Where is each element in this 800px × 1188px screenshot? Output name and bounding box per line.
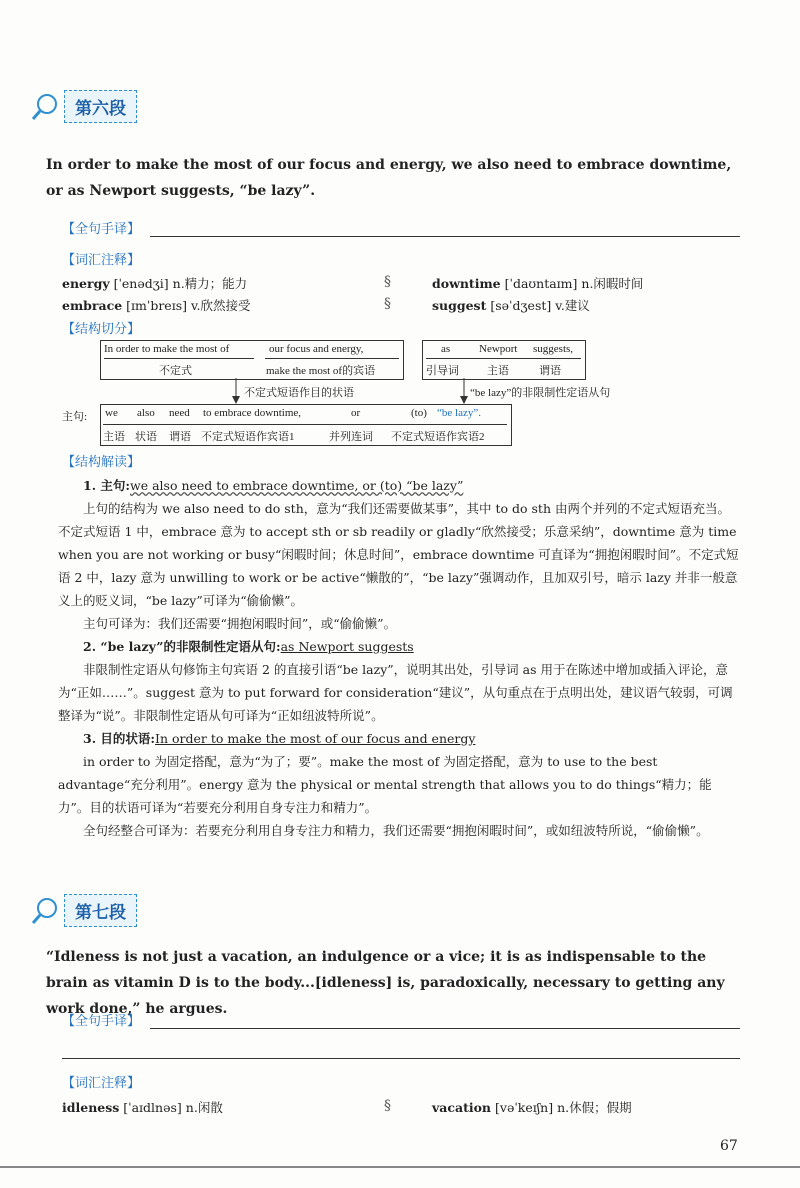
divider-glyph: § [384, 296, 391, 312]
section-title: 第六段 [64, 90, 137, 123]
diagram-box-adverbial: In order to make the most of our focus and energy, 不定式 make the most of的宾语 [100, 340, 404, 380]
overall-translation: 全句经整合可译为：若要充分利用自身专注力和精力，我们还需要“拥抱闲暇时间”，或如纽波特所说，“偷偷懒”。 [83, 823, 709, 838]
vocab-entry: suggest [səˈdʒest] v.建议 [432, 298, 590, 313]
structure-tag: 【结构切分】 [62, 322, 141, 337]
section-sentence: In order to make the most of our focus and energy, we also need to embrace downtime, or as Newport suggests, “be lazy”. [46, 157, 732, 199]
page-number: 67 [720, 1138, 738, 1154]
vocab-entry: energy [ˈenədʒi] n.精力；能力 [62, 276, 248, 291]
full-translation-tag: 【全句手译】 [62, 222, 141, 237]
vocab-entry: downtime [ˈdaʊntaɪm] n.闲暇时间 [432, 276, 644, 291]
vocab-entry: embrace [ɪmˈbreɪs] v.欣然接受 [62, 298, 251, 313]
analysis-tag: 【结构解读】 [62, 455, 141, 470]
magnifier-icon [30, 92, 60, 122]
diagram-box-clause: as Newport suggests, 引导词 主语 谓语 [422, 340, 586, 380]
section-title: 第七段 [64, 894, 137, 927]
point-2-body: 非限制性定语从句修饰主句宾语 2 的直接引语“be lazy”，说明其出处，引导词 as 用于在陈述中增加或插入评论，意为“正如……”。suggest 意为 to put forward for consideration“建议”，从句重点在于点明出处，建议语气较弱，可调整译为“说”。非限制性定语从句可译为“正如纽波特所说”。 [58, 662, 733, 723]
point-1-translation: 主句可译为：我们还需要“拥抱闲暇时间”，或“偷偷懒”。 [83, 616, 397, 631]
point-2-heading: 2. “be lazy”的非限制性定语从句:as Newport suggests [83, 639, 414, 654]
translation-blank-line [62, 1058, 740, 1059]
full-translation-tag: 【全句手译】 [62, 1014, 141, 1029]
vocab-entry: vacation [vəˈkeɪʃn] n.休假；假期 [432, 1100, 632, 1115]
divider-glyph: § [384, 274, 391, 290]
section-sentence: “Idleness is not just a vacation, an indulgence or a vice; it is as indispensable to the brain as vitamin D is to the body...[idleness] is, paradoxically, necessary to getting any work done,” he argues. [46, 949, 725, 1017]
vocab-entry: idleness [ˈaɪdlnəs] n.闲散 [62, 1100, 223, 1115]
translation-blank-line [150, 236, 740, 237]
vocab-tag: 【词汇注释】 [62, 253, 141, 268]
section-7-header [30, 894, 137, 927]
diagram-main-label: 主句: [62, 411, 88, 423]
vocab-tag: 【词汇注释】 [62, 1076, 141, 1091]
point-3-body: in order to 为固定搭配，意为“为了；要”。make the most of 为固定搭配，意为 to use to the best advantage“充分利用”。energy 意为 the physical or mental strength that allows you to do things“精力；能力”。目的状语可译为“若要充分利用自身专注力和精力”。 [58, 754, 712, 815]
diagram-box-main: we also need to embrace downtime, or (to) “be lazy”. 主语 状语 谓语 不定式短语作宾语1 并列连词 不定式短语作宾语2 [100, 404, 512, 446]
translation-blank-line [150, 1028, 740, 1029]
diagram-note-clause: “be lazy”的非限制性定语从句 [470, 387, 611, 399]
point-3-heading: 3. 目的状语:In order to make the most of our focus and energy [83, 731, 476, 746]
divider-glyph: § [384, 1098, 391, 1114]
diagram-note-adverbial: 不定式短语作目的状语 [244, 387, 354, 399]
point-1-heading: 1. 主句:we also need to embrace downtime, or (to) “be lazy” [83, 478, 464, 493]
magnifier-icon [30, 896, 60, 926]
point-1-body: 上句的结构为 we also need to do sth，意为“我们还需要做某事”，其中 to do sth 由两个并列的不定式短语充当。不定式短语 1 中，embrace 意为 to accept sth or sb readily or gladly“欣然接受；乐意采纳”，downtime 意为 time when you are not working or busy“闲暇时间；休息时间”，embrace downtime 可直译为“拥抱闲暇时间”。不定式短语 2 中，lazy 意为 unwilling to work or be active“懒散的”，“be lazy”强调动作，且加双引号，暗示 lazy 并非一般意义上的贬义词，“be lazy”可译为“偷偷懒”。 [58, 501, 739, 608]
page-bottom-rule [0, 1166, 800, 1168]
analysis-body [58, 474, 740, 842]
section-6-header [30, 90, 137, 123]
